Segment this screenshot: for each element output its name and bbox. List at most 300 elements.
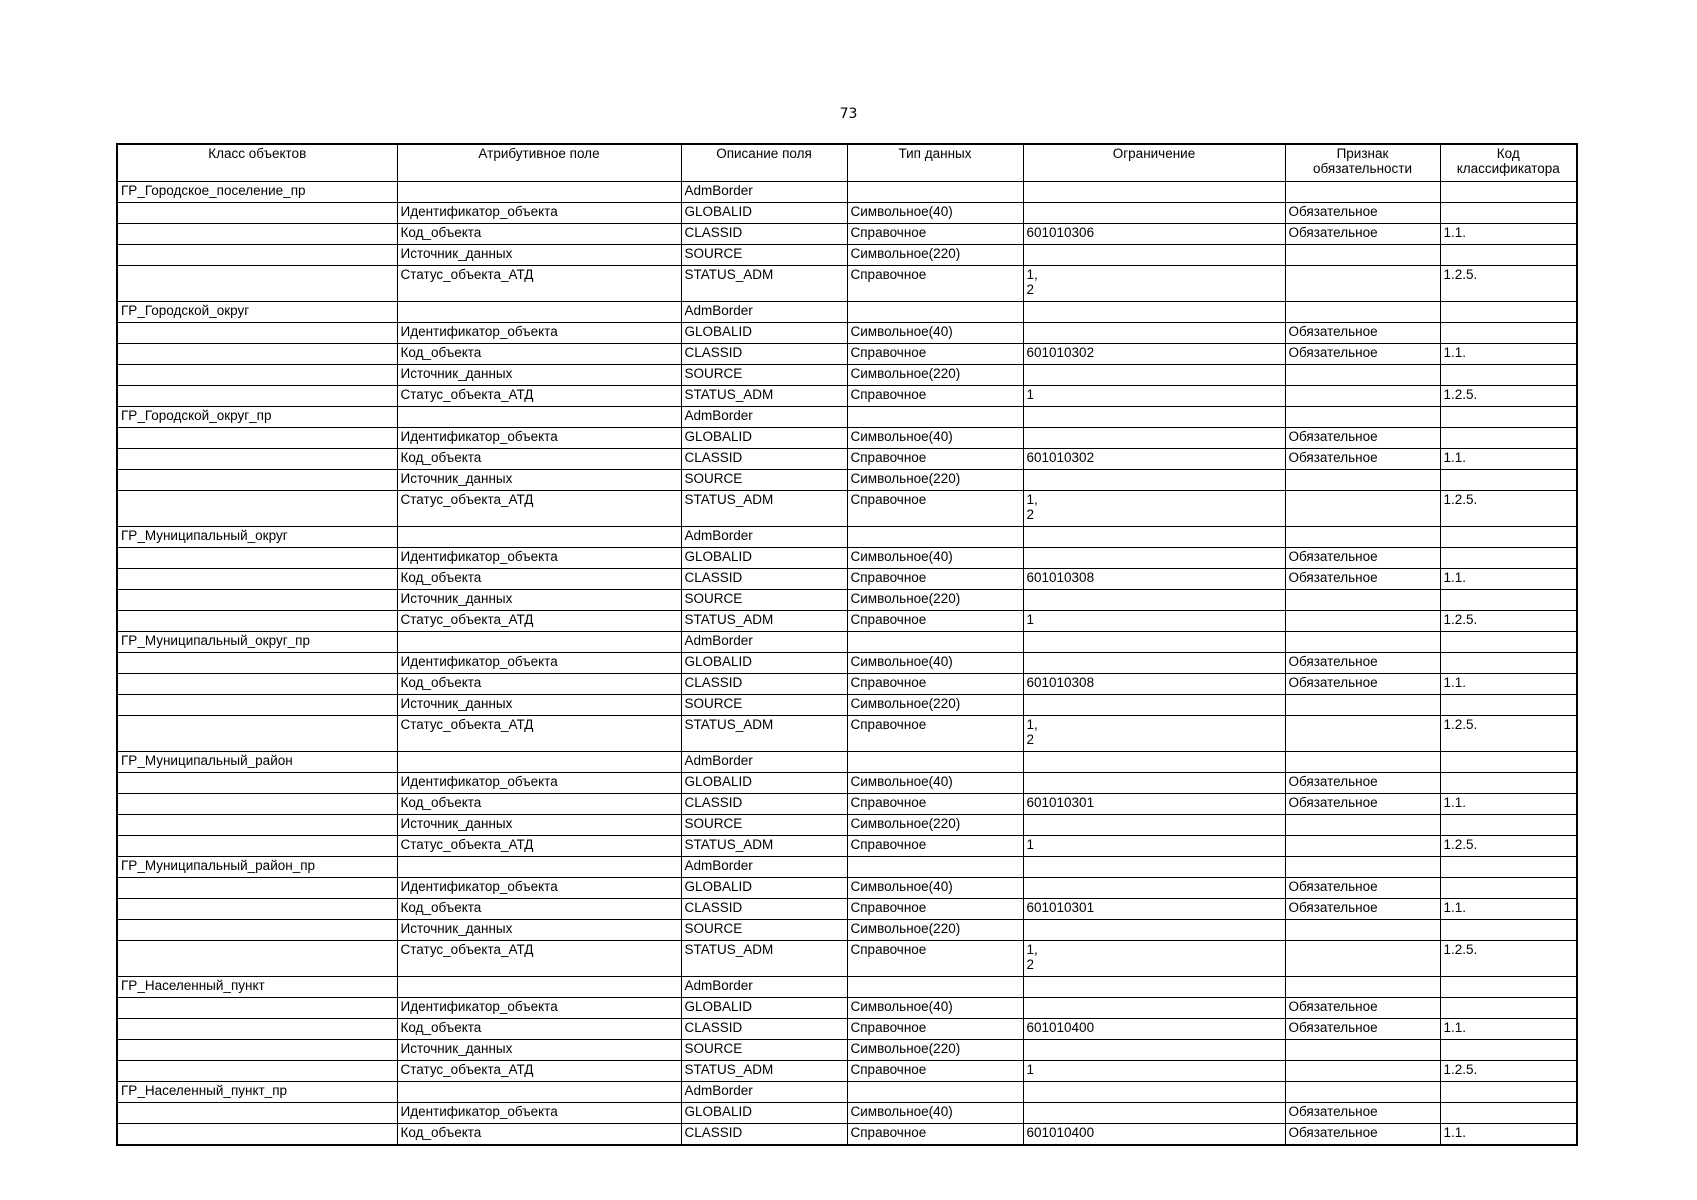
cell-data-type: Справочное [847, 449, 1023, 470]
cell-attribute-field: Статус_объекта_АТД [397, 611, 681, 632]
cell-attribute-field [397, 527, 681, 548]
cell-field-description: STATUS_ADM [681, 266, 847, 302]
cell-attribute-field: Статус_объекта_АТД [397, 266, 681, 302]
cell-constraint [1023, 407, 1285, 428]
cell-mandatory-flag [1285, 302, 1440, 323]
cell-classifier-code [1440, 695, 1577, 716]
cell-mandatory-flag: Обязательное [1285, 224, 1440, 245]
cell-mandatory-flag [1285, 836, 1440, 857]
cell-classifier-code: 1.1. [1440, 1019, 1577, 1040]
cell-object-class [117, 449, 397, 470]
cell-data-type: Символьное(40) [847, 1103, 1023, 1124]
table-row [117, 470, 1577, 491]
cell-attribute-field: Код_объекта [397, 794, 681, 815]
cell-object-class [117, 224, 397, 245]
cell-mandatory-flag: Обязательное [1285, 1103, 1440, 1124]
table-row [117, 491, 1577, 527]
cell-field-description: SOURCE [681, 1040, 847, 1061]
cell-mandatory-flag [1285, 941, 1440, 977]
cell-object-class [117, 716, 397, 752]
table-row [117, 245, 1577, 266]
cell-data-type: Символьное(220) [847, 815, 1023, 836]
cell-attribute-field [397, 182, 681, 203]
cell-constraint [1023, 365, 1285, 386]
cell-classifier-code [1440, 977, 1577, 998]
cell-attribute-field [397, 407, 681, 428]
cell-data-type: Справочное [847, 941, 1023, 977]
cell-object-class [117, 548, 397, 569]
cell-field-description: GLOBALID [681, 548, 847, 569]
cell-attribute-field: Код_объекта [397, 344, 681, 365]
cell-classifier-code [1440, 998, 1577, 1019]
cell-attribute-field: Источник_данных [397, 245, 681, 266]
cell-data-type [847, 407, 1023, 428]
table-row [117, 794, 1577, 815]
cell-object-class [117, 1019, 397, 1040]
header-data-type: Тип данных [847, 144, 1023, 182]
cell-data-type [847, 632, 1023, 653]
cell-constraint: 1, 2 [1023, 716, 1285, 752]
cell-mandatory-flag [1285, 1082, 1440, 1103]
cell-field-description: CLASSID [681, 449, 847, 470]
table-body [117, 182, 1577, 1146]
cell-classifier-code [1440, 815, 1577, 836]
cell-classifier-code [1440, 302, 1577, 323]
cell-classifier-code: 1.1. [1440, 449, 1577, 470]
cell-constraint [1023, 920, 1285, 941]
cell-attribute-field: Статус_объекта_АТД [397, 941, 681, 977]
cell-field-description: AdmBorder [681, 527, 847, 548]
table-row [117, 1103, 1577, 1124]
cell-object-class [117, 794, 397, 815]
header-attribute-field: Атрибутивное поле [397, 144, 681, 182]
cell-constraint: 1 [1023, 836, 1285, 857]
cell-data-type: Символьное(220) [847, 245, 1023, 266]
cell-constraint: 601010400 [1023, 1124, 1285, 1146]
cell-classifier-code: 1.2.5. [1440, 1061, 1577, 1082]
cell-data-type [847, 977, 1023, 998]
cell-field-description: CLASSID [681, 674, 847, 695]
cell-data-type: Символьное(40) [847, 998, 1023, 1019]
cell-constraint [1023, 527, 1285, 548]
table-row [117, 773, 1577, 794]
cell-field-description: AdmBorder [681, 752, 847, 773]
cell-object-class [117, 386, 397, 407]
cell-data-type: Символьное(220) [847, 920, 1023, 941]
cell-constraint [1023, 203, 1285, 224]
cell-data-type: Справочное [847, 386, 1023, 407]
cell-object-class [117, 1040, 397, 1061]
table-row [117, 386, 1577, 407]
cell-field-description: CLASSID [681, 1124, 847, 1146]
table-row [117, 1061, 1577, 1082]
cell-data-type [847, 1082, 1023, 1103]
cell-object-class [117, 1061, 397, 1082]
cell-field-description: STATUS_ADM [681, 1061, 847, 1082]
table-row [117, 590, 1577, 611]
header-mandatory-flag: Признак обязательности [1285, 144, 1440, 182]
cell-object-class: ГР_Муниципальный_округ [117, 527, 397, 548]
cell-attribute-field [397, 632, 681, 653]
cell-mandatory-flag: Обязательное [1285, 1124, 1440, 1146]
table-row [117, 632, 1577, 653]
cell-classifier-code [1440, 548, 1577, 569]
cell-object-class [117, 815, 397, 836]
cell-attribute-field [397, 302, 681, 323]
table-row [117, 302, 1577, 323]
cell-attribute-field: Код_объекта [397, 1019, 681, 1040]
cell-mandatory-flag [1285, 470, 1440, 491]
cell-field-description: SOURCE [681, 695, 847, 716]
cell-object-class [117, 611, 397, 632]
cell-classifier-code: 1.1. [1440, 344, 1577, 365]
cell-object-class: ГР_Населенный_пункт_пр [117, 1082, 397, 1103]
cell-constraint [1023, 182, 1285, 203]
cell-mandatory-flag: Обязательное [1285, 344, 1440, 365]
cell-data-type [847, 752, 1023, 773]
cell-field-description: AdmBorder [681, 407, 847, 428]
cell-field-description: GLOBALID [681, 653, 847, 674]
cell-attribute-field: Идентификатор_объекта [397, 203, 681, 224]
table-row [117, 569, 1577, 590]
cell-attribute-field: Код_объекта [397, 224, 681, 245]
table-row [117, 527, 1577, 548]
cell-field-description: SOURCE [681, 590, 847, 611]
cell-field-description: SOURCE [681, 365, 847, 386]
cell-classifier-code: 1.2.5. [1440, 386, 1577, 407]
cell-object-class: ГР_Городской_округ_пр [117, 407, 397, 428]
cell-classifier-code: 1.1. [1440, 569, 1577, 590]
cell-classifier-code [1440, 752, 1577, 773]
table-row [117, 344, 1577, 365]
cell-data-type: Справочное [847, 491, 1023, 527]
cell-constraint: 1, 2 [1023, 491, 1285, 527]
cell-attribute-field: Идентификатор_объекта [397, 998, 681, 1019]
table-row [117, 716, 1577, 752]
cell-constraint: 601010301 [1023, 899, 1285, 920]
table-row [117, 815, 1577, 836]
cell-classifier-code [1440, 365, 1577, 386]
cell-classifier-code [1440, 182, 1577, 203]
cell-attribute-field: Источник_данных [397, 470, 681, 491]
cell-field-description: STATUS_ADM [681, 941, 847, 977]
cell-classifier-code [1440, 245, 1577, 266]
table-row [117, 998, 1577, 1019]
cell-classifier-code [1440, 470, 1577, 491]
cell-attribute-field [397, 857, 681, 878]
cell-mandatory-flag [1285, 527, 1440, 548]
cell-data-type: Символьное(220) [847, 470, 1023, 491]
cell-field-description: SOURCE [681, 470, 847, 491]
cell-field-description: STATUS_ADM [681, 491, 847, 527]
table-row [117, 203, 1577, 224]
cell-classifier-code: 1.2.5. [1440, 491, 1577, 527]
cell-mandatory-flag: Обязательное [1285, 449, 1440, 470]
cell-mandatory-flag: Обязательное [1285, 1019, 1440, 1040]
cell-field-description: AdmBorder [681, 857, 847, 878]
cell-object-class: ГР_Городское_поселение_пр [117, 182, 397, 203]
cell-field-description: AdmBorder [681, 632, 847, 653]
cell-data-type [847, 527, 1023, 548]
cell-field-description: CLASSID [681, 569, 847, 590]
cell-object-class: ГР_Муниципальный_район [117, 752, 397, 773]
cell-data-type: Символьное(220) [847, 695, 1023, 716]
cell-field-description: SOURCE [681, 245, 847, 266]
cell-data-type: Символьное(220) [847, 590, 1023, 611]
cell-field-description: GLOBALID [681, 428, 847, 449]
cell-object-class [117, 878, 397, 899]
cell-data-type: Справочное [847, 1019, 1023, 1040]
table-row [117, 548, 1577, 569]
header-field-description: Описание поля [681, 144, 847, 182]
attribute-spec-table [116, 143, 1578, 1146]
table-row [117, 878, 1577, 899]
cell-mandatory-flag [1285, 1040, 1440, 1061]
cell-object-class [117, 323, 397, 344]
cell-attribute-field: Идентификатор_объекта [397, 323, 681, 344]
cell-attribute-field [397, 1082, 681, 1103]
cell-mandatory-flag: Обязательное [1285, 773, 1440, 794]
cell-classifier-code [1440, 773, 1577, 794]
cell-classifier-code: 1.1. [1440, 224, 1577, 245]
cell-constraint: 601010302 [1023, 344, 1285, 365]
cell-attribute-field: Источник_данных [397, 365, 681, 386]
cell-constraint [1023, 695, 1285, 716]
cell-mandatory-flag: Обязательное [1285, 794, 1440, 815]
cell-data-type: Справочное [847, 794, 1023, 815]
cell-constraint [1023, 428, 1285, 449]
table-row [117, 752, 1577, 773]
cell-attribute-field [397, 752, 681, 773]
cell-data-type: Справочное [847, 266, 1023, 302]
cell-object-class [117, 470, 397, 491]
cell-object-class [117, 491, 397, 527]
cell-constraint [1023, 857, 1285, 878]
cell-constraint [1023, 878, 1285, 899]
cell-data-type [847, 182, 1023, 203]
cell-field-description: STATUS_ADM [681, 611, 847, 632]
cell-attribute-field: Статус_объекта_АТД [397, 1061, 681, 1082]
cell-attribute-field: Источник_данных [397, 590, 681, 611]
cell-attribute-field: Код_объекта [397, 674, 681, 695]
cell-constraint [1023, 653, 1285, 674]
cell-data-type: Символьное(220) [847, 1040, 1023, 1061]
cell-attribute-field: Идентификатор_объекта [397, 428, 681, 449]
cell-field-description: STATUS_ADM [681, 386, 847, 407]
cell-object-class [117, 203, 397, 224]
cell-mandatory-flag [1285, 590, 1440, 611]
cell-object-class: ГР_Муниципальный_район_пр [117, 857, 397, 878]
cell-object-class [117, 653, 397, 674]
cell-constraint [1023, 323, 1285, 344]
cell-object-class [117, 695, 397, 716]
cell-object-class [117, 344, 397, 365]
cell-object-class: ГР_Городской_округ [117, 302, 397, 323]
table-row [117, 407, 1577, 428]
cell-classifier-code [1440, 323, 1577, 344]
cell-data-type: Символьное(40) [847, 773, 1023, 794]
table-row [117, 323, 1577, 344]
cell-classifier-code: 1.1. [1440, 899, 1577, 920]
table-row [117, 1124, 1577, 1146]
cell-mandatory-flag: Обязательное [1285, 548, 1440, 569]
cell-object-class [117, 998, 397, 1019]
cell-object-class [117, 674, 397, 695]
cell-mandatory-flag [1285, 752, 1440, 773]
table-row [117, 653, 1577, 674]
cell-constraint [1023, 752, 1285, 773]
cell-mandatory-flag [1285, 815, 1440, 836]
cell-constraint [1023, 773, 1285, 794]
cell-object-class [117, 365, 397, 386]
cell-data-type: Справочное [847, 674, 1023, 695]
cell-field-description: SOURCE [681, 815, 847, 836]
cell-object-class [117, 920, 397, 941]
header-constraint: Ограничение [1023, 144, 1285, 182]
cell-mandatory-flag [1285, 266, 1440, 302]
table-row [117, 224, 1577, 245]
cell-attribute-field: Код_объекта [397, 899, 681, 920]
cell-object-class [117, 1103, 397, 1124]
cell-constraint: 1 [1023, 386, 1285, 407]
cell-attribute-field: Источник_данных [397, 920, 681, 941]
table-row [117, 836, 1577, 857]
cell-classifier-code [1440, 428, 1577, 449]
cell-constraint: 601010302 [1023, 449, 1285, 470]
cell-data-type [847, 857, 1023, 878]
cell-constraint: 1 [1023, 611, 1285, 632]
cell-classifier-code [1440, 920, 1577, 941]
cell-attribute-field: Статус_объекта_АТД [397, 386, 681, 407]
table-row [117, 428, 1577, 449]
cell-constraint [1023, 548, 1285, 569]
cell-constraint [1023, 977, 1285, 998]
cell-classifier-code [1440, 527, 1577, 548]
cell-attribute-field: Идентификатор_объекта [397, 548, 681, 569]
cell-attribute-field: Статус_объекта_АТД [397, 491, 681, 527]
cell-field-description: GLOBALID [681, 203, 847, 224]
table-row [117, 365, 1577, 386]
cell-mandatory-flag: Обязательное [1285, 653, 1440, 674]
cell-classifier-code [1440, 1082, 1577, 1103]
table-row [117, 899, 1577, 920]
table-row [117, 920, 1577, 941]
cell-constraint: 601010400 [1023, 1019, 1285, 1040]
cell-classifier-code [1440, 590, 1577, 611]
cell-classifier-code [1440, 1040, 1577, 1061]
cell-constraint [1023, 302, 1285, 323]
cell-field-description: GLOBALID [681, 998, 847, 1019]
cell-attribute-field: Идентификатор_объекта [397, 1103, 681, 1124]
cell-object-class [117, 428, 397, 449]
table-row [117, 674, 1577, 695]
cell-attribute-field: Источник_данных [397, 695, 681, 716]
cell-classifier-code [1440, 878, 1577, 899]
cell-constraint [1023, 1103, 1285, 1124]
cell-attribute-field: Код_объекта [397, 1124, 681, 1146]
cell-mandatory-flag [1285, 920, 1440, 941]
cell-classifier-code [1440, 632, 1577, 653]
table-row [117, 857, 1577, 878]
cell-classifier-code [1440, 1103, 1577, 1124]
cell-constraint: 601010308 [1023, 569, 1285, 590]
cell-attribute-field: Код_объекта [397, 449, 681, 470]
cell-field-description: GLOBALID [681, 1103, 847, 1124]
cell-classifier-code [1440, 857, 1577, 878]
table-row [117, 1019, 1577, 1040]
cell-mandatory-flag [1285, 611, 1440, 632]
cell-constraint: 1, 2 [1023, 941, 1285, 977]
cell-constraint [1023, 245, 1285, 266]
cell-field-description: SOURCE [681, 920, 847, 941]
cell-object-class: ГР_Населенный_пункт [117, 977, 397, 998]
cell-mandatory-flag: Обязательное [1285, 569, 1440, 590]
cell-classifier-code [1440, 203, 1577, 224]
cell-constraint [1023, 998, 1285, 1019]
cell-classifier-code: 1.1. [1440, 1124, 1577, 1146]
table-row [117, 449, 1577, 470]
cell-data-type: Справочное [847, 611, 1023, 632]
cell-constraint: 601010306 [1023, 224, 1285, 245]
cell-data-type: Справочное [847, 224, 1023, 245]
cell-classifier-code [1440, 407, 1577, 428]
cell-attribute-field: Статус_объекта_АТД [397, 716, 681, 752]
cell-constraint [1023, 815, 1285, 836]
cell-constraint [1023, 590, 1285, 611]
cell-constraint [1023, 632, 1285, 653]
cell-data-type: Справочное [847, 1124, 1023, 1146]
cell-constraint [1023, 1040, 1285, 1061]
cell-object-class [117, 266, 397, 302]
table-row [117, 611, 1577, 632]
cell-mandatory-flag [1285, 977, 1440, 998]
cell-field-description: CLASSID [681, 224, 847, 245]
cell-constraint [1023, 1082, 1285, 1103]
table-row [117, 266, 1577, 302]
header-object-class: Класс объектов [117, 144, 397, 182]
cell-object-class [117, 590, 397, 611]
cell-constraint: 601010301 [1023, 794, 1285, 815]
cell-mandatory-flag [1285, 245, 1440, 266]
cell-field-description: GLOBALID [681, 323, 847, 344]
cell-field-description: AdmBorder [681, 977, 847, 998]
cell-classifier-code: 1.2.5. [1440, 611, 1577, 632]
table-row [117, 182, 1577, 203]
cell-classifier-code: 1.2.5. [1440, 716, 1577, 752]
cell-mandatory-flag [1285, 695, 1440, 716]
cell-data-type: Символьное(40) [847, 548, 1023, 569]
cell-data-type: Справочное [847, 569, 1023, 590]
cell-constraint [1023, 470, 1285, 491]
cell-attribute-field: Источник_данных [397, 815, 681, 836]
cell-field-description: STATUS_ADM [681, 716, 847, 752]
cell-data-type [847, 302, 1023, 323]
cell-classifier-code: 1.2.5. [1440, 266, 1577, 302]
cell-object-class [117, 245, 397, 266]
cell-attribute-field: Идентификатор_объекта [397, 653, 681, 674]
cell-field-description: CLASSID [681, 899, 847, 920]
cell-attribute-field [397, 977, 681, 998]
cell-mandatory-flag [1285, 407, 1440, 428]
cell-object-class: ГР_Муниципальный_округ_пр [117, 632, 397, 653]
cell-data-type: Символьное(40) [847, 323, 1023, 344]
cell-mandatory-flag [1285, 182, 1440, 203]
cell-mandatory-flag: Обязательное [1285, 674, 1440, 695]
cell-mandatory-flag [1285, 716, 1440, 752]
table-row [117, 941, 1577, 977]
cell-mandatory-flag [1285, 1061, 1440, 1082]
cell-mandatory-flag [1285, 365, 1440, 386]
